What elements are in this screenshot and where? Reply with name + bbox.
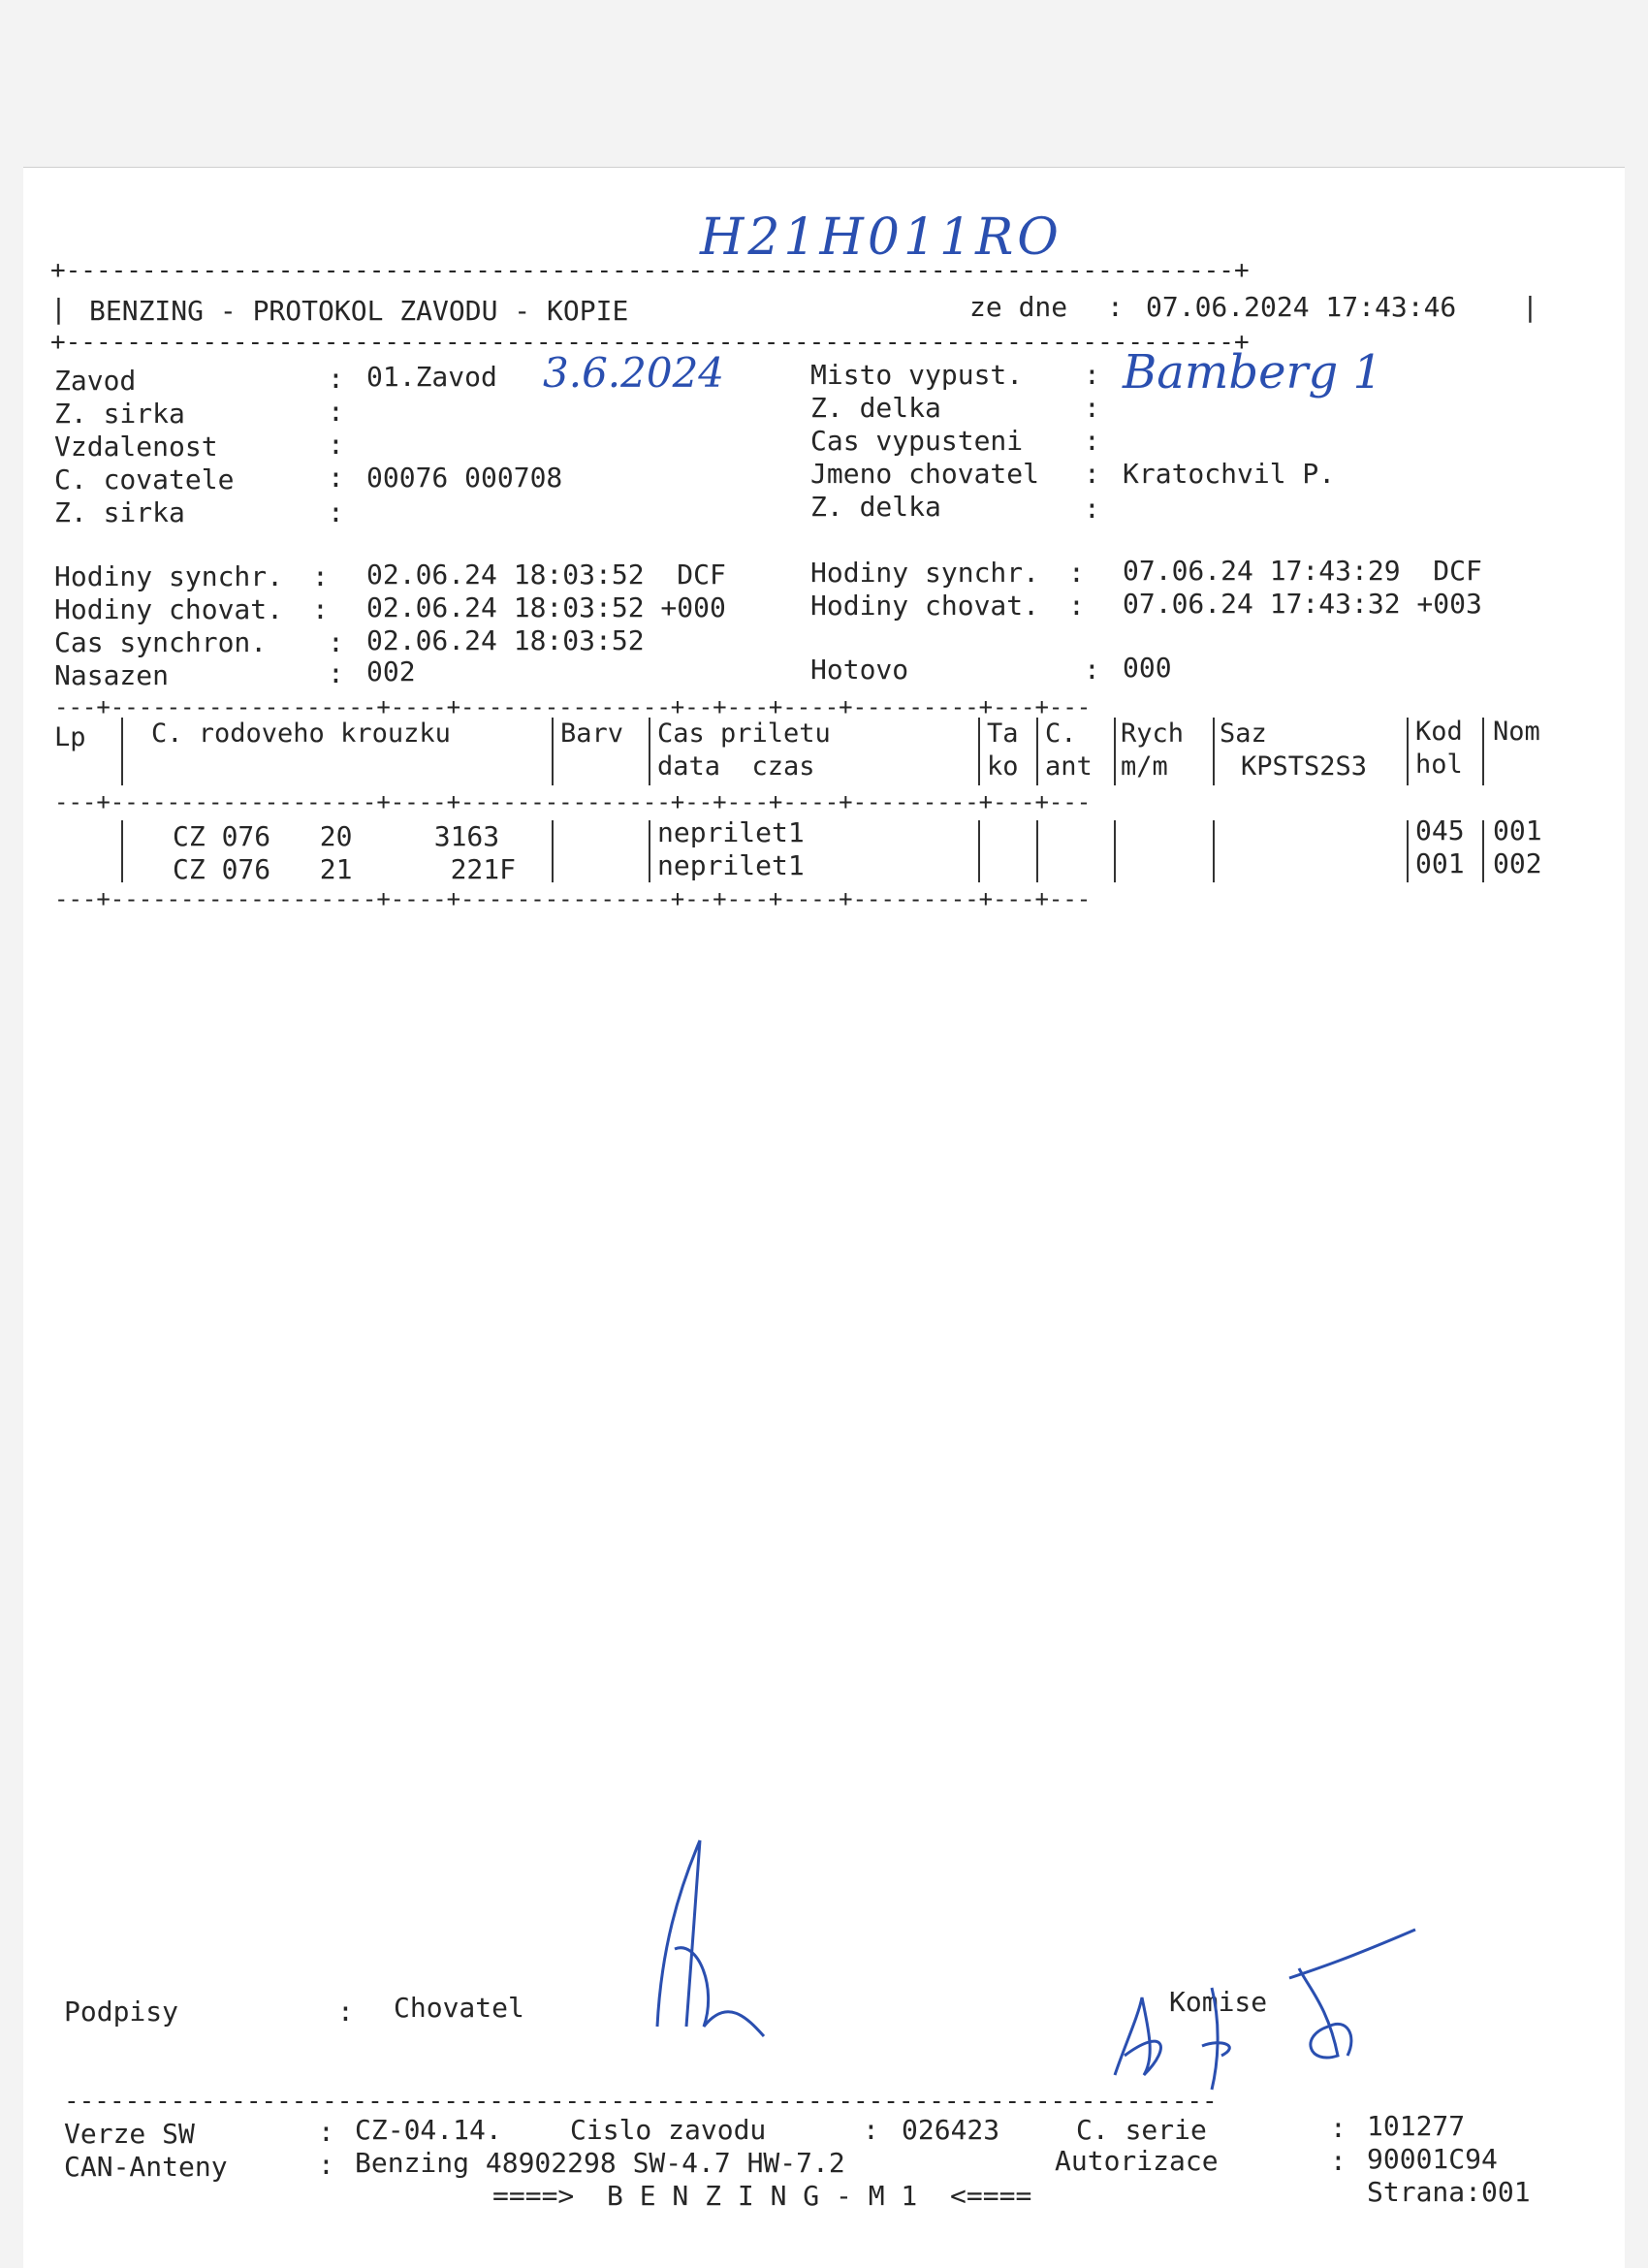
info-colon: : bbox=[1084, 493, 1100, 525]
info-sirka-label: Z. sirka bbox=[54, 398, 185, 430]
info-vzdalenost-label: Vzdalenost bbox=[54, 431, 218, 463]
info-colon: : bbox=[1084, 458, 1100, 490]
info-colon: : bbox=[328, 462, 344, 494]
sync-left-label-1: Hodiny chovat. bbox=[54, 593, 284, 625]
footer-separator: ---------------------------------------------------------------------------- bbox=[64, 2087, 1218, 2116]
info-colon: : bbox=[328, 429, 344, 461]
table-header-rych-2: m/m bbox=[1121, 751, 1168, 782]
footer-serial-label: C. serie bbox=[1076, 2114, 1207, 2146]
info-sirka2-label: Z. sirka bbox=[54, 496, 185, 528]
info-delka-label: Z. delka bbox=[810, 392, 941, 424]
footer-colon: : bbox=[1330, 2145, 1347, 2177]
sync-left-label-3: Nasazen bbox=[54, 659, 284, 691]
signature-breeder-label: Chovatel bbox=[394, 1992, 524, 2024]
sync-right-label-0: Hodiny synchr. bbox=[810, 557, 1040, 589]
sync-colon: : bbox=[328, 657, 344, 689]
header-date-value: 07.06.2024 17:43:46 bbox=[1146, 291, 1457, 323]
table-header-cas-1: Cas priletu bbox=[657, 719, 831, 749]
footer-sw-value: CZ-04.14. bbox=[355, 2114, 502, 2146]
sync-colon: : bbox=[312, 560, 329, 592]
header-date-label: ze dne bbox=[969, 291, 1068, 323]
handwritten-release-place: Bamberg 1 bbox=[1123, 345, 1383, 399]
footer-colon: : bbox=[1330, 2112, 1347, 2144]
sync-left-value-1: 02.06.24 18:03:52 +000 bbox=[366, 591, 726, 623]
footer-race-no-value: 026423 bbox=[902, 2114, 1000, 2146]
footer-auth-label: Autorizace bbox=[1055, 2145, 1219, 2177]
footer-serial-value: 101277 bbox=[1367, 2110, 1466, 2142]
footer-colon: : bbox=[863, 2114, 879, 2146]
sync-left-label-2: Cas synchron. bbox=[54, 626, 284, 658]
header-colon: : bbox=[1107, 291, 1124, 323]
info-misto-label: Misto vypust. bbox=[810, 359, 1024, 391]
header-left-bar: | bbox=[50, 293, 67, 325]
info-covatele-label: C. covatele bbox=[54, 463, 235, 495]
info-jmeno-label: Jmeno chovatel bbox=[810, 458, 1040, 490]
breeder-signature bbox=[640, 1833, 776, 2046]
footer-antenna-label: CAN-Anteny bbox=[64, 2151, 228, 2183]
info-colon: : bbox=[328, 496, 344, 528]
signatures-colon: : bbox=[337, 1996, 354, 2028]
footer-antenna-value: Benzing 48902298 SW-4.7 HW-7.2 bbox=[355, 2147, 845, 2179]
handwritten-race-code: H21H011RO bbox=[700, 208, 1062, 267]
table-header-ring: C. rodoveho krouzku bbox=[151, 719, 451, 749]
signature-commission-label: Komise bbox=[1169, 1986, 1268, 2018]
sync-left-value-2: 02.06.24 18:03:52 bbox=[366, 624, 645, 656]
table-row-nom: 002 bbox=[1493, 847, 1542, 879]
table-header-tako-1: Ta bbox=[987, 719, 1019, 749]
footer-device-name: ====> B E N Z I N G - M 1 <==== bbox=[492, 2180, 1032, 2212]
sync-right-value-0: 07.06.24 17:43:29 DCF bbox=[1123, 555, 1482, 587]
table-row-kod: 001 bbox=[1415, 847, 1465, 879]
info-zavod-value: 01.Zavod bbox=[366, 361, 497, 393]
sync-colon: : bbox=[328, 626, 344, 658]
info-jmeno-value: Kratochvil P. bbox=[1123, 458, 1336, 490]
table-header-tako-2: ko bbox=[987, 751, 1019, 782]
header-border-bottom: +-----------------------------------------------------------------------------+ bbox=[50, 328, 1250, 357]
footer-auth-value: 90001C94 bbox=[1367, 2143, 1498, 2175]
table-row-kod: 045 bbox=[1415, 815, 1465, 847]
footer-race-no-label: Cislo zavodu bbox=[570, 2114, 767, 2146]
table-header-rych-1: Rych bbox=[1121, 719, 1185, 749]
sync-left-value-3: 002 bbox=[366, 655, 416, 687]
info-colon: : bbox=[1084, 359, 1100, 391]
table-border-top: ---+-------------------+----+---------------+--+---+----+---------+---+--- bbox=[54, 693, 1092, 720]
footer-page-label: Strana: bbox=[1367, 2176, 1482, 2208]
footer-page-value: 001 bbox=[1481, 2176, 1531, 2208]
table-header-separator: ---+-------------------+----+---------------+--+---+----+---------+---+--- bbox=[54, 788, 1092, 815]
sync-right-label-1: Hodiny chovat. bbox=[810, 590, 1040, 622]
header-right-bar: | bbox=[1522, 291, 1538, 323]
info-colon: : bbox=[1084, 425, 1100, 457]
signatures-label: Podpisy bbox=[64, 1996, 179, 2028]
sync-colon: : bbox=[1068, 590, 1085, 622]
info-delka2-label: Z. delka bbox=[810, 491, 941, 523]
table-row-arrival: neprilet1 bbox=[657, 849, 805, 881]
table-row-ring: CZ 076 20 3163 bbox=[173, 820, 500, 852]
table-header-barv: Barv bbox=[560, 719, 624, 749]
sync-right-label-2: Hotovo bbox=[810, 654, 1040, 686]
table-border-bottom: ---+-------------------+----+---------------+--+---+----+---------+---+--- bbox=[54, 885, 1092, 912]
table-row-arrival: neprilet1 bbox=[657, 816, 805, 848]
table-header-saz-1: Saz bbox=[1220, 719, 1267, 749]
table-header-kod-2: hol bbox=[1415, 750, 1463, 780]
footer-colon: : bbox=[318, 2149, 334, 2181]
info-casvypust-label: Cas vypusteni bbox=[810, 425, 1024, 457]
table-row-ring: CZ 076 21 221F bbox=[173, 853, 517, 885]
info-covatele-value: 00076 000708 bbox=[366, 462, 563, 494]
sync-colon: : bbox=[1084, 654, 1100, 686]
footer-sw-label: Verze SW bbox=[64, 2118, 195, 2150]
sync-colon: : bbox=[312, 593, 329, 625]
info-colon: : bbox=[328, 396, 344, 428]
table-header-saz-2: KPSTS2S3 bbox=[1241, 751, 1368, 782]
sync-right-value-2: 000 bbox=[1123, 652, 1172, 684]
sync-right-value-1: 07.06.24 17:43:32 +003 bbox=[1123, 588, 1482, 620]
header-title: BENZING - PROTOKOL ZAVODU - KOPIE bbox=[89, 295, 629, 327]
table-header-cant-2: ant bbox=[1045, 751, 1093, 782]
sync-left-label-0: Hodiny synchr. bbox=[54, 560, 284, 592]
info-zavod-label: Zavod bbox=[54, 365, 137, 397]
table-header-kod-1: Kod bbox=[1415, 717, 1463, 747]
table-header-cant-1: C. bbox=[1045, 719, 1077, 749]
footer-colon: : bbox=[318, 2116, 334, 2148]
table-header-cas-2: data czas bbox=[657, 751, 815, 782]
table-row-nom: 001 bbox=[1493, 815, 1542, 847]
commission-signatures bbox=[1105, 1930, 1415, 2094]
info-colon: : bbox=[328, 363, 344, 395]
info-colon: : bbox=[1084, 392, 1100, 424]
sync-left-value-0: 02.06.24 18:03:52 DCF bbox=[366, 559, 726, 591]
sync-colon: : bbox=[1068, 557, 1085, 589]
table-header-lp: Lp bbox=[54, 722, 86, 752]
header-border-top: +-----------------------------------------------------------------------------+ bbox=[50, 256, 1250, 285]
handwritten-race-date: 3.6.2024 bbox=[543, 349, 725, 397]
table-header-nom: Nom bbox=[1493, 717, 1540, 747]
